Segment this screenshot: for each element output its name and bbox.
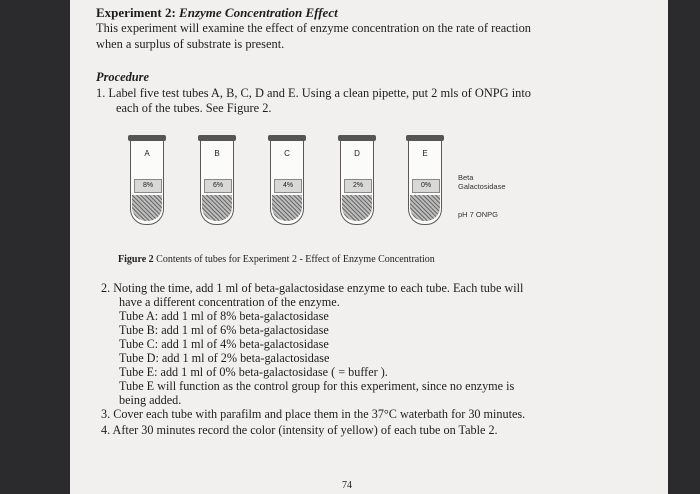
tube-percent: 4%: [274, 179, 302, 193]
tube-percent: 2%: [344, 179, 372, 193]
tube-c-instruction: Tube C: add 1 ml of 4% beta-galactosidase: [119, 337, 329, 351]
test-tube-c: [270, 135, 304, 227]
document-page: [70, 0, 668, 494]
tube-percent: 8%: [134, 179, 162, 193]
onpg-layer: [342, 195, 372, 221]
figure-caption: Figure 2 Contents of tubes for Experiment 2 - Effect of Enzyme Concentration: [118, 254, 435, 265]
onpg-layer: [202, 195, 232, 221]
intro-line-2: when a surplus of substrate is present.: [96, 37, 285, 51]
legend-beta-galactosidase: Beta Galactosidase: [458, 173, 506, 191]
onpg-layer: [410, 195, 440, 221]
tube-percent: 6%: [204, 179, 232, 193]
tube-letter: D: [354, 149, 360, 158]
tube-letter: B: [214, 149, 220, 158]
onpg-layer: [272, 195, 302, 221]
test-tube-e: [408, 135, 442, 227]
tube-percent: 0%: [412, 179, 440, 193]
onpg-layer: [132, 195, 162, 221]
step-1-line-1: 1. Label five test tubes A, B, C, D and E. Using a clean pipette, put 2 mls of ONPG into: [96, 86, 531, 100]
intro-line-1: This experiment will examine the effect of enzyme concentration on the rate of reaction: [96, 21, 531, 35]
experiment-title: Experiment 2: Enzyme Concentration Effect: [96, 5, 338, 20]
tube-letter: E: [422, 149, 428, 158]
tube-b-instruction: Tube B: add 1 ml of 6% beta-galactosidase: [119, 323, 329, 337]
step-4: 4. After 30 minutes record the color (intensity of yellow) of each tube on Table 2.: [101, 423, 498, 437]
step-3: 3. Cover each tube with parafilm and place them in the 37°C waterbath for 30 minutes.: [101, 407, 526, 421]
tube-e-instruction: Tube E: add 1 ml of 0% beta-galactosidase ( = buffer ).: [119, 365, 388, 379]
step-2-line: have a different concentration of the enzyme.: [119, 295, 340, 309]
tube-letter: A: [144, 149, 150, 158]
legend-onpg: pH 7 ONPG: [458, 210, 499, 219]
control-note: Tube E will function as the control group for this experiment, since no enzyme is: [119, 379, 515, 393]
figure-2-test-tubes: [130, 135, 590, 240]
test-tube-d: [340, 135, 374, 227]
step-1-line-2: each of the tubes. See Figure 2.: [116, 101, 272, 115]
step-2-line: 2. Noting the time, add 1 ml of beta-galactosidase enzyme to each tube. Each tube will: [101, 281, 524, 295]
procedure-heading: Procedure: [96, 70, 149, 84]
test-tube-a: [130, 135, 164, 227]
tube-letter: C: [284, 149, 290, 158]
test-tube-b: [200, 135, 234, 227]
control-note: being added.: [119, 393, 182, 407]
page-number: 74: [342, 480, 352, 491]
tube-d-instruction: Tube D: add 1 ml of 2% beta-galactosidase: [119, 351, 330, 365]
tube-a-instruction: Tube A: add 1 ml of 8% beta-galactosidase: [119, 309, 329, 323]
